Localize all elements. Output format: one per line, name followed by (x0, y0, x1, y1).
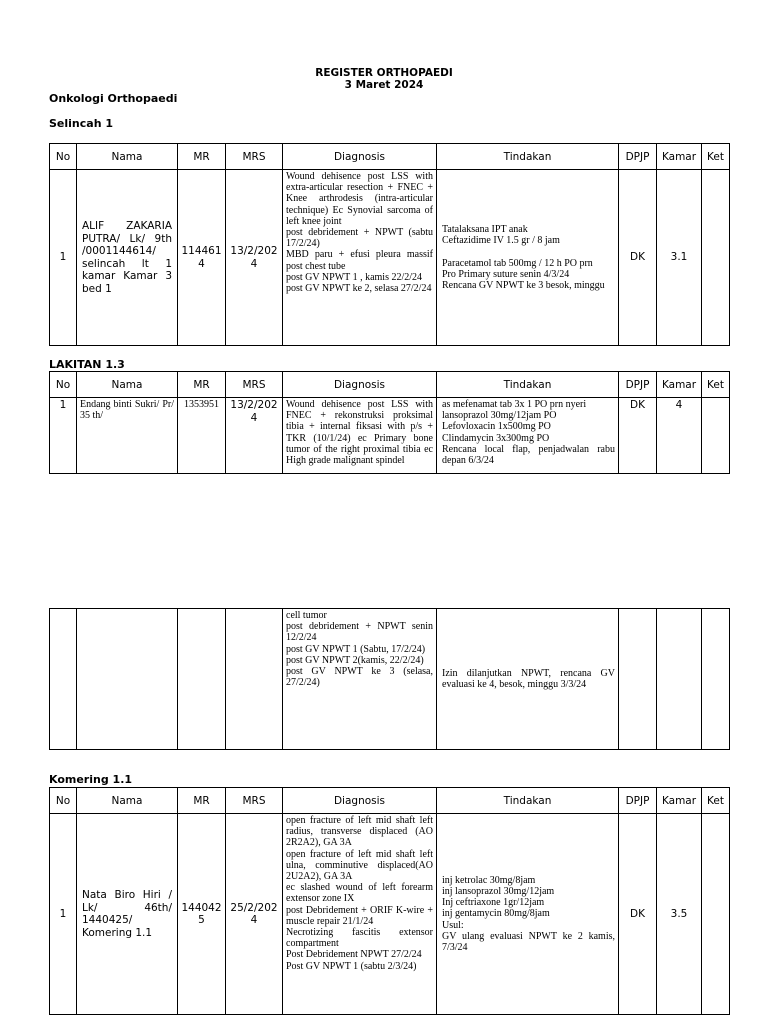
page-title: REGISTER ORTHOPAEDI (315, 67, 453, 79)
col-header-dpjp: DPJP (619, 788, 657, 814)
cell-dpjp (619, 609, 657, 750)
cell-tindakan: inj ketrolac 30mg/8jam inj lansoprazol 30mg/12jam Inj ceftriaxone 1gr/12jam inj gentamycin 80mg/8jam Usul: GV ulang evaluasi NPWT ke 2 kamis, 7/3/24 (437, 814, 619, 1015)
section-title-lakitan: LAKITAN 1.3 (49, 358, 125, 371)
col-header-dpjp: DPJP (619, 144, 657, 170)
cell-ket (702, 170, 730, 346)
cell-nama: ALIF ZAKARIA PUTRA/ Lk/ 9th /0001144614/ selincah lt 1 kamar Kamar 3 bed 1 (77, 170, 178, 346)
cell-kamar: 4 (657, 398, 702, 474)
section-title-komering: Komering 1.1 (49, 773, 133, 786)
cell-dpjp: DK (619, 814, 657, 1015)
cell-mrs: 25/2/2024 (226, 814, 283, 1015)
col-header-no: No (50, 144, 77, 170)
cell-mr: 1353951 (178, 398, 226, 474)
cell-mr: 1440425 (178, 814, 226, 1015)
cell-diagnosis: Wound dehisence post LSS with extra-articular resection + FNEC + Knee arthrodesis (intra-articular technique) Ec Synovial sarcoma of left knee joint post debridement + NPWT (sabtu 17/2/24) MBD paru + efusi pleura massif post chest tube post GV NPWT 1 , kamis 22/2/24 post GV NPWT ke 2, selasa 27/2/24 (283, 170, 437, 346)
col-header-nama: Nama (77, 788, 178, 814)
register-table-selincah (49, 143, 730, 346)
cell-tindakan: as mefenamat tab 3x 1 PO prn nyeri lansoprazol 30mg/12jam PO Lefovloxacin 1x500mg PO Clindamycin 3x300mg PO Rencana local flap, penjadwalan rabu depan 6/3/24 (437, 398, 619, 474)
col-header-ket: Ket (702, 788, 730, 814)
cell-kamar: 3.5 (657, 814, 702, 1015)
col-header-kamar: Kamar (657, 372, 702, 398)
col-header-mr: MR (178, 372, 226, 398)
cell-dpjp: DK (619, 398, 657, 474)
col-header-mrs: MRS (226, 788, 283, 814)
table-header-row (50, 144, 730, 170)
cell-tindakan: Izin dilanjutkan NPWT, rencana GV evaluasi ke 4, besok, minggu 3/3/24 (437, 609, 619, 750)
cell-kamar: 3.1 (657, 170, 702, 346)
col-header-no: No (50, 372, 77, 398)
unit-title: Onkologi Orthopaedi (49, 92, 178, 105)
cell-nama (77, 609, 178, 750)
cell-mrs: 13/2/2024 (226, 398, 283, 474)
col-header-no: No (50, 788, 77, 814)
table-row (50, 170, 730, 346)
cell-dpjp: DK (619, 170, 657, 346)
register-table-komering (49, 787, 730, 1015)
cell-mrs (226, 609, 283, 750)
register-table-lakitan-continued (49, 608, 730, 750)
register-table-lakitan (49, 371, 730, 474)
cell-mr: 1144614 (178, 170, 226, 346)
col-header-mr: MR (178, 788, 226, 814)
col-header-mr: MR (178, 144, 226, 170)
col-header-mrs: MRS (226, 144, 283, 170)
table-header-row (50, 788, 730, 814)
cell-diagnosis: open fracture of left mid shaft left radius, transverse displaced (AO 2R2A2), GA 3A open fracture of left mid shaft left ulna, comminutive displaced(AO 2U2A2), GA 3A ec slashed wound of left forearm extensor zone IX post Debridement + ORIF K-wire + muscle repair 21/1/24 Necrotizing fascitis extensor compartment Post Debridement NPWT 27/2/24 Post GV NPWT 1 (sabtu 2/3/24) (283, 814, 437, 1015)
col-header-tindakan: Tindakan (437, 144, 619, 170)
cell-ket (702, 398, 730, 474)
cell-mr (178, 609, 226, 750)
cell-no: 1 (50, 170, 77, 346)
cell-kamar (657, 609, 702, 750)
cell-no (50, 609, 77, 750)
cell-tindakan: Tatalaksana IPT anak Ceftazidime IV 1.5 gr / 8 jam Paracetamol tab 500mg / 12 h PO prn Pro Primary suture senin 4/3/24 Rencana GV NPWT ke 3 besok, minggu (437, 170, 619, 346)
table-row (50, 398, 730, 474)
col-header-ket: Ket (702, 144, 730, 170)
section-title-selincah: Selincah 1 (49, 117, 114, 130)
col-header-kamar: Kamar (657, 788, 702, 814)
cell-diagnosis: cell tumor post debridement + NPWT senin 12/2/24 post GV NPWT 1 (Sabtu, 17/2/24) post GV NPWT 2(kamis, 22/2/24) post GV NPWT ke 3 (selasa, 27/2/24) (283, 609, 437, 750)
col-header-mrs: MRS (226, 372, 283, 398)
cell-ket (702, 609, 730, 750)
col-header-nama: Nama (77, 372, 178, 398)
cell-ket (702, 814, 730, 1015)
cell-mrs: 13/2/2024 (226, 170, 283, 346)
col-header-tindakan: Tindakan (437, 372, 619, 398)
cell-nama: Endang binti Sukri/ Pr/ 35 th/ (77, 398, 178, 474)
table-row (50, 814, 730, 1015)
cell-diagnosis: Wound dehisence post LSS with FNEC + rekonstruksi proksimal tibia + internal fiksasi with p/s + TKR (10/1/24) ec Primary bone tumor of the right proximal tibia ec High grade malignant spindel (283, 398, 437, 474)
cell-no: 1 (50, 398, 77, 474)
cell-nama: Nata Biro Hiri / Lk/ 46th/ 1440425/ Komering 1.1 (77, 814, 178, 1015)
col-header-ket: Ket (702, 372, 730, 398)
register-date: 3 Maret 2024 (344, 79, 424, 91)
col-header-diagnosis: Diagnosis (283, 788, 437, 814)
col-header-tindakan: Tindakan (437, 788, 619, 814)
col-header-kamar: Kamar (657, 144, 702, 170)
col-header-diagnosis: Diagnosis (283, 372, 437, 398)
col-header-diagnosis: Diagnosis (283, 144, 437, 170)
col-header-dpjp: DPJP (619, 372, 657, 398)
table-header-row (50, 372, 730, 398)
col-header-nama: Nama (77, 144, 178, 170)
table-row-continued (50, 609, 730, 750)
cell-no: 1 (50, 814, 77, 1015)
